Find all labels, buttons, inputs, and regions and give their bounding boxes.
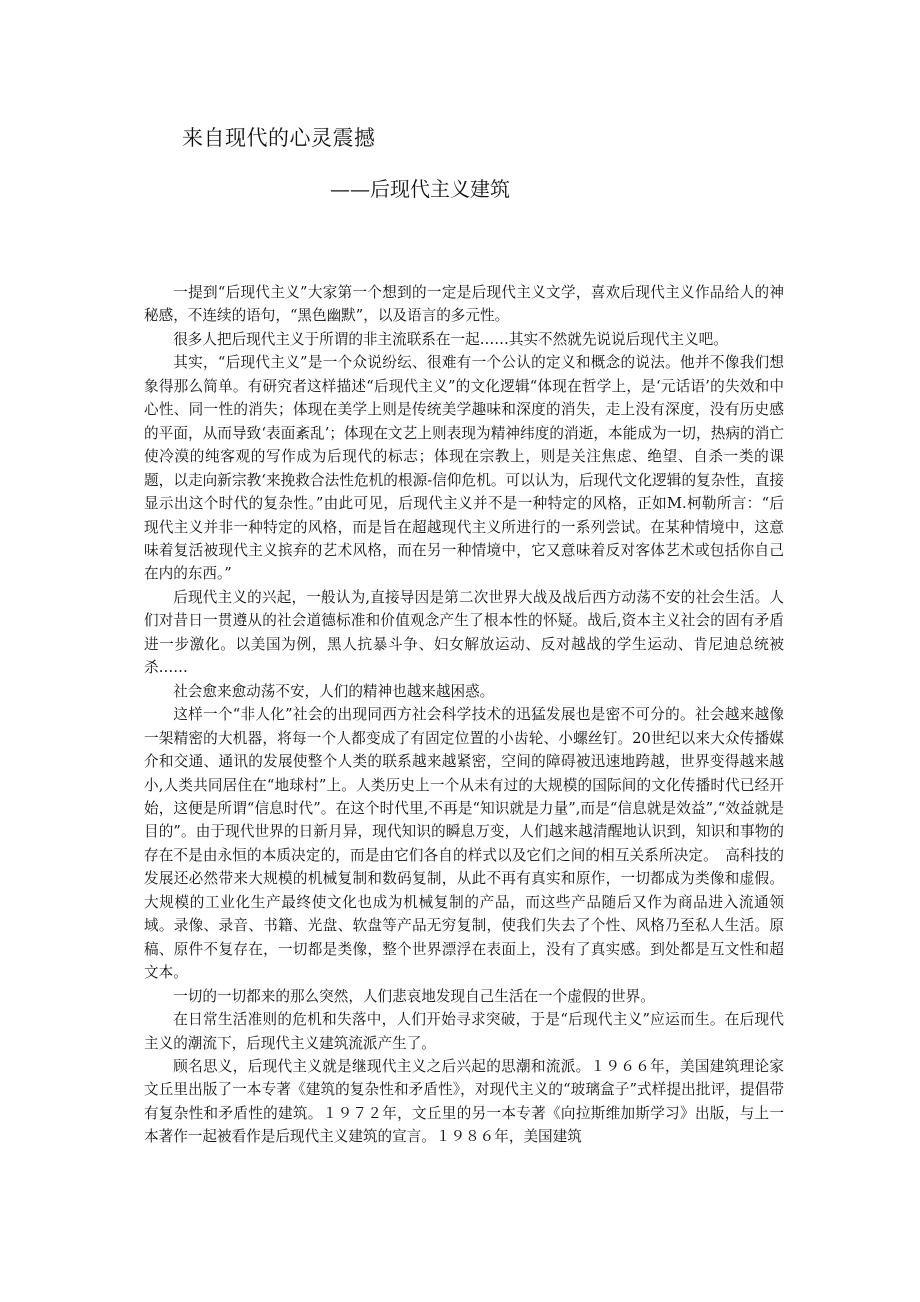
- document-subtitle: ——后现代主义建筑: [330, 177, 510, 201]
- paragraph: 顾名思义，后现代主义就是继现代主义之后兴起的思潮和流派。１９６６年，美国建筑理论家文丘里出版了一本专著《建筑的复杂性和矛盾性》，对现代主义的“玻璃盒子”式样提出批评，提倡带有复杂性和矛盾性的建筑。１９７２年，文丘里的另一本专著《向拉斯维加斯学习》出版，与上一本著作一起被看作是后现代主义建筑的宣言。１９８６年，美国建筑: [144, 1057, 784, 1146]
- paragraph: 一提到“后现代主义”大家第一个想到的一定是后现代主义文学，喜欢后现代主义作品给人的神秘感，不连续的语句，“黑色幽默”，以及语言的多元性。: [144, 284, 784, 325]
- paragraph: 在日常生活准则的危机和失落中，人们开始寻求突破，于是“后现代主义”应运而生。在后现代主义的潮流下，后现代主义建筑流派产生了。: [144, 1011, 784, 1052]
- paragraph: 社会愈来愈动荡不安，人们的精神也越来越困惑。: [173, 682, 495, 700]
- paragraph: 后现代主义的兴起，一般认为,直接导因是第二次世界大战及战后西方动荡不安的社会生活。人们对昔日一贯遵从的社会道德标准和价值观念产生了根本性的怀疑。战后,资本主义社会的固有矛盾进一步激化。以美国为例，黑人抗暴斗争、妇女解放运动、反对越战的学生运动、肯尼迪总统被杀……: [144, 588, 784, 677]
- document-body: [144, 281, 784, 1149]
- paragraph: 其实，“后现代主义”是一个众说纷纭、很难有一个公认的定义和概念的说法。他并不像我们想象得那么简单。有研究者这样描述“后现代主义”的文化逻辑“体现在哲学上，是‘元话语’的失效和中心性、同一性的消失；体现在美学上则是传统美学趣味和深度的消失，走上没有深度，没有历史感的平面，从而导致‘表面紊乱’；体现在文艺上则表现为精神纬度的消逝，本能成为一切，热病的消亡使冷漠的纯客观的写作成为后现代的标志；体现在宗教上，则是关注焦虑、绝望、自杀一类的课题，以走向新宗教‘来挽救合法性危机的根源-信仰危机。可以认为，后现代文化逻辑的复杂性，直接显示出这个时代的复杂性。”由此可见，后现代主义并不是一种特定的风格，正如M.柯勒所言：“后现代主义并非一种特定的风格，而是旨在超越现代主义所进行的一系列尝试。在某种情境中，这意味着复活被现代主义摈弃的艺术风格，而在另一种情境中，它又意味着反对客体艺术或包括你自己在内的东西。”: [144, 354, 784, 583]
- paragraph: 这样一个“非人化”社会的出现同西方社会科学技术的迅猛发展也是密不可分的。社会越来越像一架精密的大机器，将每一个人都变成了有固定位置的小齿轮、小螺丝钉。20世纪以来大众传播媒介和交通、通讯的发展使整个人类的联系越来越紧密，空间的障碍被迅速地跨越，世界变得越来越小,人类共同居住在“地球村”上。人类历史上一个从未有过的大规模的国际间的文化传播时代已经开始，这便是所谓“信息时代”。在这个时代里,不再是“知识就是力量”,而是“信息就是效益”,“效益就是目的”。由于现代世界的日新月异，现代知识的瞬息万变，人们越来越清醒地认识到，知识和事物的存在不是由永恒的本质决定的，而是由它们各自的样式以及它们之间的相互关系所决定。 高科技的发展还必然带来大规模的机械复制和数码复制，从此不再有真实和原作，一切都成为类像和虚假。大规模的工业化生产最终使文化也成为机械复制的产品，而这些产品随后又作为商品进入流通领域。录像、录音、书籍、光盘、软盘等产品无穷复制，使我们失去了个性、风格乃至私人生活。原稿、原件不复存在，一切都是类像，整个世界漂浮在表面上，没有了真实感。到处都是互文性和超文本。: [144, 706, 784, 982]
- paragraph: 很多人把后现代主义于所谓的非主流联系在一起……其实不然就先说说后现代主义吧。: [173, 330, 728, 348]
- document-title: 来自现代的心灵震撼: [182, 126, 376, 150]
- paragraph: 一切的一切都来的那么突然，人们悲哀地发现自己生活在一个虚假的世界。: [173, 987, 655, 1005]
